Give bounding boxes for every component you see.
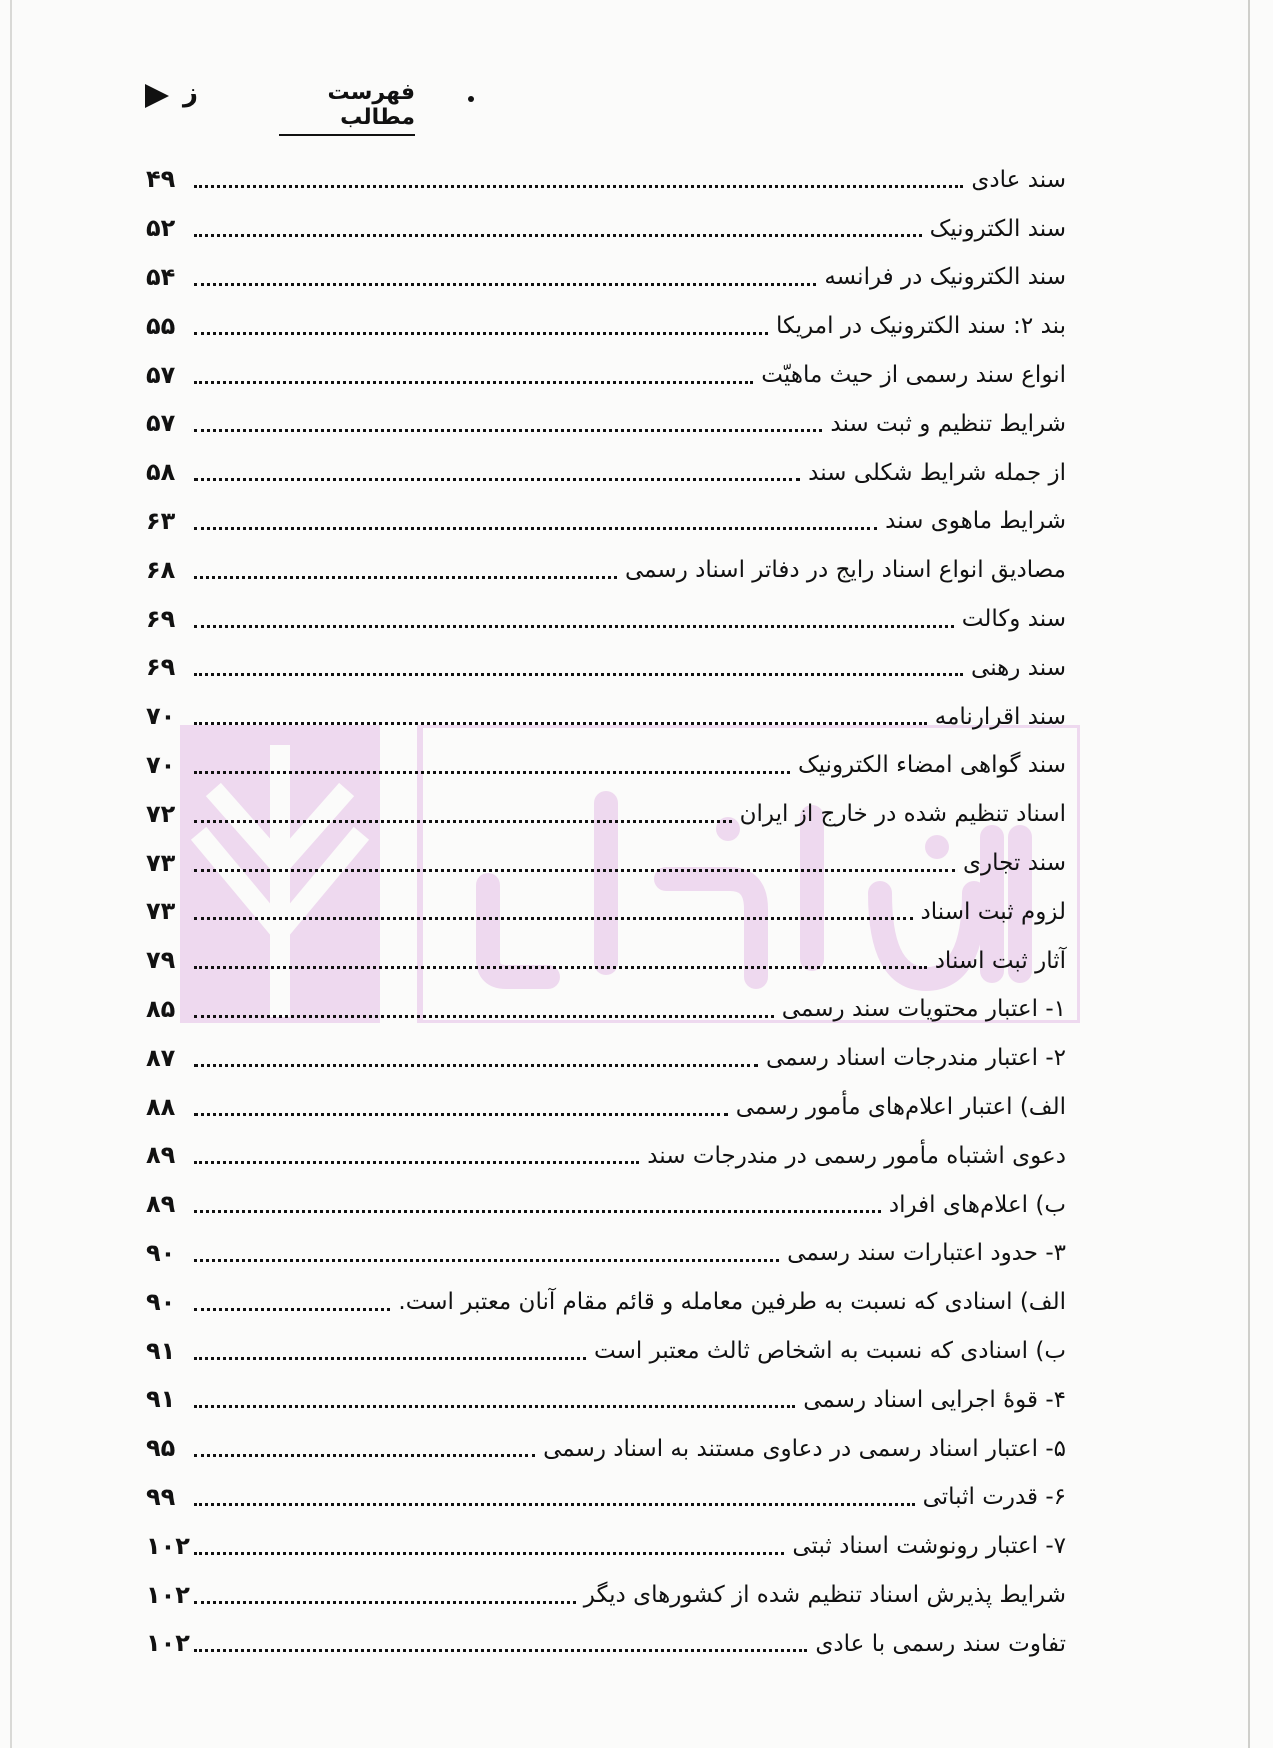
dot-leader: [194, 965, 927, 969]
toc-entry: [146, 302, 1066, 351]
toc-entry-page-number: ۶۹: [146, 604, 176, 633]
dot-leader: [194, 477, 800, 481]
dot-leader: [194, 380, 753, 384]
toc-entry-title: الف) اعتبار اعلام‌های مأمور رسمی: [735, 1094, 1066, 1121]
dot-leader: [194, 526, 877, 530]
dot-leader: [194, 721, 927, 725]
toc-entry-title: سند عادی: [971, 166, 1066, 193]
toc-entry: [146, 1230, 1066, 1279]
toc-entry-title: سند تجاری: [963, 850, 1066, 877]
toc-entry: [146, 156, 1066, 205]
toc-entry-page-number: ۹۰: [146, 1238, 176, 1267]
page-header: [145, 76, 415, 130]
toc-entry-page-number: ۸۹: [146, 1190, 176, 1219]
toc-entry: [146, 1083, 1066, 1132]
toc-entry-page-number: ۹۱: [146, 1336, 176, 1365]
toc-entry-page-number: ۸۸: [146, 1092, 176, 1121]
toc-entry: [146, 546, 1066, 595]
toc-entry-title: دعوی اشتباه مأمور رسمی در مندرجات سند: [647, 1142, 1066, 1169]
toc-entry-title: سند گواهی امضاء الکترونیک: [798, 752, 1066, 779]
dot-leader: [194, 1063, 758, 1067]
toc-entry-title: ۷- اعتبار رونوشت اسناد ثبتی: [792, 1533, 1066, 1560]
toc-entry: [146, 1571, 1066, 1620]
dot-leader: [194, 1209, 881, 1213]
toc-entry-page-number: ۱۰۲: [146, 1580, 190, 1609]
dot-leader: [194, 1258, 779, 1262]
toc-entry-page-number: ۷۰: [146, 750, 176, 779]
toc-entry-page-number: ۹۵: [146, 1434, 176, 1463]
toc-entry: [146, 1620, 1066, 1669]
toc-entry-title: ب) اسنادی که نسبت به اشخاص ثالث معتبر است: [594, 1338, 1066, 1365]
scan-edge-right: [1248, 0, 1250, 1748]
dot-leader: [194, 331, 768, 335]
dot-leader: [194, 868, 955, 872]
dot-leader: [194, 428, 822, 432]
toc-entry-page-number: ۶۳: [146, 506, 176, 535]
toc-entry: [146, 1034, 1066, 1083]
toc-entry-page-number: ۱۰۲: [146, 1531, 190, 1560]
toc-entry: [146, 742, 1066, 791]
header-dot: [468, 96, 474, 102]
dot-leader: [194, 282, 816, 286]
toc-entry-title: ۵- اعتبار اسناد رسمی در دعاوی مستند به اسناد رسمی: [543, 1435, 1066, 1462]
dot-leader: [194, 1014, 774, 1018]
toc-entry: [146, 1376, 1066, 1425]
toc-entry: [146, 1474, 1066, 1523]
toc-entry-title: از جمله شرایط شکلی سند: [808, 459, 1066, 486]
dot-leader: [194, 916, 913, 920]
toc-entry-page-number: ۴۹: [146, 165, 176, 194]
dot-leader: [194, 770, 790, 774]
toc-entry-title: ب) اعلام‌های افراد: [888, 1191, 1066, 1218]
toc-entry-page-number: ۱۰۲: [146, 1629, 190, 1658]
dot-leader: [194, 1453, 535, 1457]
toc-entry-page-number: ۷۰: [146, 702, 176, 731]
toc-entry: [146, 400, 1066, 449]
dot-leader: [194, 1502, 915, 1506]
toc-entry-title: ۶- قدرت اثباتی: [922, 1484, 1066, 1511]
dot-leader: [194, 1648, 807, 1652]
toc-entry-page-number: ۸۹: [146, 1141, 176, 1170]
toc-entry-title: اسناد تنظیم شده در خارج از ایران: [739, 801, 1066, 828]
dot-leader: [194, 1551, 784, 1555]
toc-entry: [146, 498, 1066, 547]
toc-entry-page-number: ۷۳: [146, 897, 176, 926]
toc-entry: [146, 644, 1066, 693]
toc-entry: [146, 1522, 1066, 1571]
toc-entry-page-number: ۸۵: [146, 994, 176, 1023]
toc-entry-page-number: ۵۴: [146, 262, 176, 291]
toc-entry: [146, 1278, 1066, 1327]
toc-entry: [146, 1181, 1066, 1230]
toc-entry-page-number: ۹۹: [146, 1482, 176, 1511]
dot-leader: [194, 233, 922, 237]
dot-leader: [194, 184, 963, 188]
toc-entry-title: سند رهنی: [971, 654, 1066, 681]
dot-leader: [194, 672, 963, 676]
toc-entry: [146, 888, 1066, 937]
toc-entry-title: سند الکترونیک در فرانسه: [824, 264, 1066, 291]
toc-entry: [146, 839, 1066, 888]
toc-entry: [146, 254, 1066, 303]
toc-entry: [146, 1132, 1066, 1181]
toc-entry-title: شرایط تنظیم و ثبت سند: [830, 410, 1066, 437]
scan-edge-left: [10, 0, 12, 1748]
toc-entry-title: مصادیق انواع اسناد رایج در دفاتر اسناد رسمی: [624, 557, 1066, 584]
toc-entry-title: آثار ثبت اسناد: [934, 947, 1066, 974]
toc-entry-title: ۳- حدود اعتبارات سند رسمی: [787, 1240, 1066, 1267]
page-title: فهرست مطالب: [279, 80, 415, 136]
toc-entry: [146, 790, 1066, 839]
play-arrow-icon: [145, 84, 169, 108]
toc-entry-title: سند اقرارنامه: [934, 703, 1066, 730]
toc-entry-page-number: ۵۵: [146, 311, 176, 340]
toc-entry-title: شرایط پذیرش اسناد تنظیم شده از کشورهای دیگر: [583, 1582, 1066, 1608]
toc-entry-page-number: ۷۲: [146, 799, 176, 828]
toc-entry-page-number: ۹۰: [146, 1287, 176, 1316]
toc-entry-page-number: ۶۸: [146, 555, 176, 584]
dot-leader: [194, 1160, 639, 1164]
dot-leader: [194, 624, 954, 628]
toc-entry-title: ۲- اعتبار مندرجات اسناد رسمی: [765, 1045, 1066, 1072]
toc-entry-title: سند الکترونیک: [929, 215, 1066, 242]
table-of-contents: [146, 156, 1066, 1669]
toc-entry-title: الف) اسنادی که نسبت به طرفین معامله و قائم مقام آنان معتبر است.: [398, 1289, 1066, 1316]
toc-entry-page-number: ۵۲: [146, 214, 176, 243]
toc-entry-title: ۴- قوۀ اجرایی اسناد رسمی: [803, 1386, 1066, 1413]
toc-entry-page-number: ۷۹: [146, 946, 176, 975]
dot-leader: [194, 1356, 586, 1360]
toc-entry-page-number: ۵۸: [146, 458, 176, 487]
toc-entry: [146, 449, 1066, 498]
toc-entry-page-number: ۵۷: [146, 409, 176, 438]
dot-leader: [194, 819, 732, 823]
dot-leader: [194, 575, 617, 579]
toc-entry-page-number: ۸۷: [146, 1043, 176, 1072]
toc-entry: [146, 205, 1066, 254]
toc-entry-title: سند وکالت: [961, 606, 1066, 633]
toc-entry-page-number: ۶۹: [146, 653, 176, 682]
toc-entry: [146, 595, 1066, 644]
toc-entry: [146, 1425, 1066, 1474]
toc-entry-page-number: ۹۱: [146, 1385, 176, 1414]
toc-entry: [146, 986, 1066, 1035]
toc-entry-title: انواع سند رسمی از حیث ماهیّت: [761, 362, 1066, 389]
toc-entry-title: تفاوت سند رسمی با عادی: [815, 1630, 1066, 1657]
toc-entry-page-number: ۷۳: [146, 848, 176, 877]
dot-leader: [194, 1600, 576, 1604]
dot-leader: [194, 1404, 795, 1408]
toc-entry-title: لزوم ثبت اسناد: [920, 898, 1066, 925]
dot-leader: [194, 1307, 390, 1311]
toc-entry-title: شرایط ماهوی سند: [885, 508, 1066, 535]
toc-entry: [146, 937, 1066, 986]
dot-leader: [194, 1112, 728, 1116]
toc-entry-title: ۱- اعتبار محتویات سند رسمی: [781, 996, 1066, 1023]
toc-entry: [146, 351, 1066, 400]
page-letter: ز: [183, 78, 198, 108]
toc-entry: [146, 693, 1066, 742]
toc-entry-title: بند ۲: سند الکترونیک در امریکا: [776, 313, 1066, 340]
toc-entry-page-number: ۵۷: [146, 360, 176, 389]
toc-entry: [146, 1327, 1066, 1376]
